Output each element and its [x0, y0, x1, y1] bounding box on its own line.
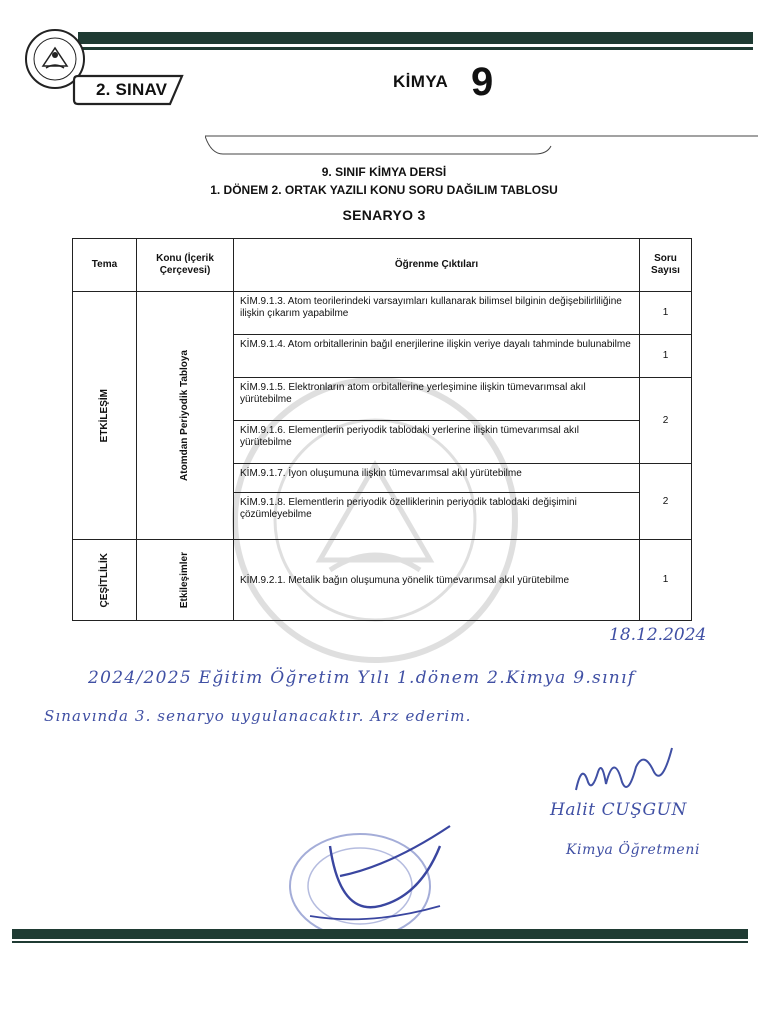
- handwritten-date: 18.12.2024: [609, 625, 707, 645]
- question-count: 2: [640, 464, 692, 540]
- header-divider: [205, 132, 758, 160]
- tema-cell: [73, 292, 137, 540]
- question-count: 2: [640, 378, 692, 464]
- header-bar: [78, 32, 753, 44]
- document-subtitle: 1. DÖNEM 2. ORTAK YAZILI KONU SORU DAĞILIM TABLOSU: [210, 183, 558, 197]
- outcome-cell: KİM.9.1.3. Atom teorilerindeki varsayımları kullanarak bilimsel bilginin değişebilirliliğine ilişkin çıkarım yapabilme: [234, 292, 640, 335]
- header-konu: Konu (İçerik Çerçevesi): [137, 239, 234, 292]
- exam-label: 2. SINAV: [96, 80, 168, 99]
- konu-label: Etkileşimler: [179, 551, 190, 609]
- question-count: 1: [640, 540, 692, 621]
- table-header-row: [73, 239, 692, 292]
- outcome-cell: KİM.9.1.7. İyon oluşumuna ilişkin tümevarımsal akıl yürütebilme: [234, 464, 640, 493]
- outcome-cell: KİM.9.1.5. Elektronların atom orbitallerine yerleşimine ilişkin tümevarımsal akıl yürütebilme: [234, 378, 640, 421]
- footer-bar-thin: [12, 941, 748, 943]
- table-row: [73, 292, 692, 335]
- document-title: 9. SINIF KİMYA DERSİ: [321, 165, 447, 179]
- header-bar-thin: [78, 47, 753, 50]
- tema-label: ÇEŞİTLİLİK: [98, 552, 110, 608]
- topic-distribution-table: [72, 238, 692, 621]
- question-count: 1: [640, 335, 692, 378]
- grade-number: 9: [471, 60, 494, 104]
- school-stamp-icon: [270, 806, 470, 946]
- tema-label: ETKİLEŞİM: [98, 388, 110, 443]
- handwritten-note-line2: Sınavında 3. senaryo uygulanacaktır. Arz ederim.: [44, 707, 472, 725]
- signature-scribble: [568, 742, 678, 802]
- konu-cell: [137, 540, 234, 621]
- signature-role: Kimya Öğretmeni: [566, 842, 701, 858]
- table-row: [73, 540, 692, 621]
- header-ogrenme: Öğrenme Çıktıları: [234, 239, 640, 292]
- outcome-cell: KİM.9.2.1. Metalik bağın oluşumuna yönelik tümevarımsal akıl yürütebilme: [234, 540, 640, 621]
- header-soru: Soru Sayısı: [640, 239, 692, 292]
- konu-cell: [137, 292, 234, 540]
- outcome-cell: KİM.9.1.6. Elementlerin periyodik tablodaki yerlerine ilişkin tümevarımsal akıl yürütebilme: [234, 421, 640, 464]
- outcome-cell: KİM.9.1.8. Elementlerin periyodik özelliklerinin periyodik tablodaki değişimini çözümleyebilme: [234, 493, 640, 540]
- tema-cell: [73, 540, 137, 621]
- question-count: 1: [640, 292, 692, 335]
- header-tema: Tema: [73, 239, 137, 292]
- subject-title: KİMYA: [393, 72, 449, 91]
- handwritten-note-line1: 2024/2025 Eğitim Öğretim Yılı 1.dönem 2.Kimya 9.sınıf: [88, 668, 636, 688]
- konu-label: Atomdan Periyodik Tabloya: [179, 350, 190, 481]
- scenario-title: SENARYO 3: [342, 207, 426, 223]
- footer-bar: [12, 929, 748, 939]
- signature-name: Halit CUŞGUN: [550, 800, 688, 820]
- outcome-cell: KİM.9.1.4. Atom orbitallerinin bağıl enerjilerine ilişkin veriye dayalı tahminde bulunabilme: [234, 335, 640, 378]
